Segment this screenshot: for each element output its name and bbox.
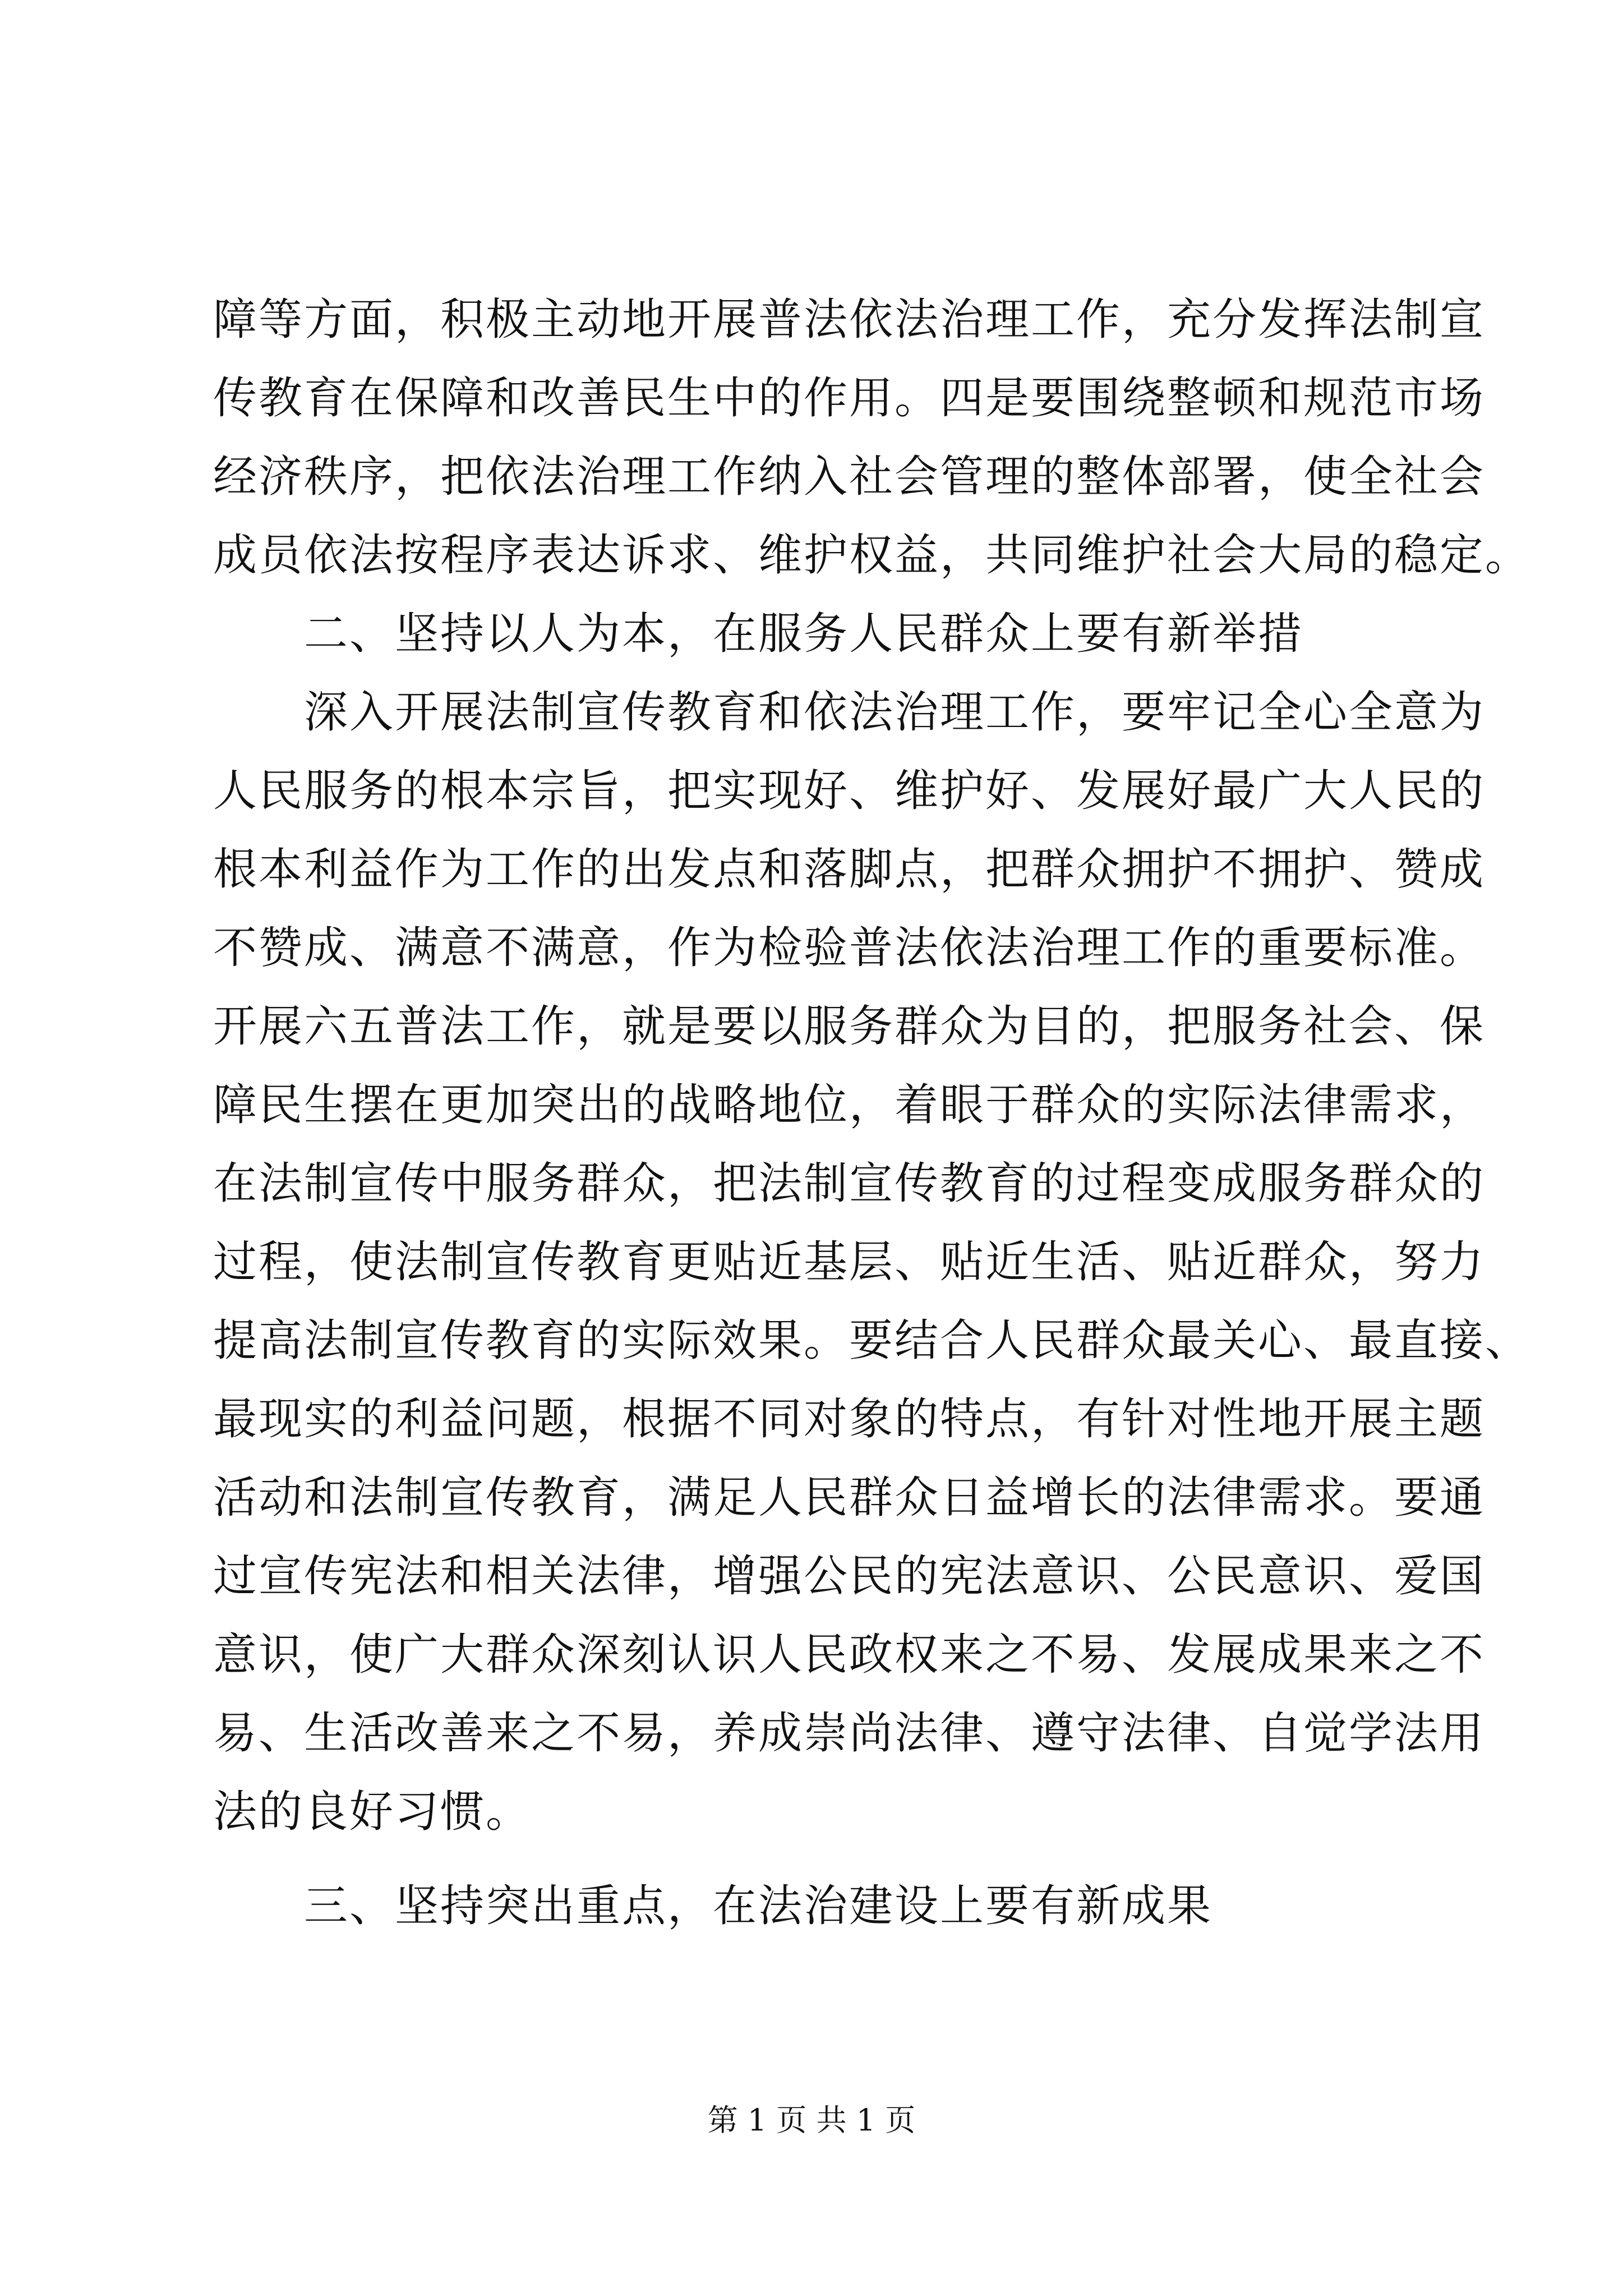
text-line: 法的良好习惯。 — [213, 1787, 532, 1837]
text-line: 提高法制宣传教育的实际效果。要结合人民群众最关心、最直接、 — [213, 1315, 1531, 1366]
text-line: 最现实的利益问题，根据不同对象的特点，有针对性地开展主题 — [213, 1394, 1486, 1444]
text-line: 障民生摆在更加突出的战略地位，着眼于群众的实际法律需求， — [213, 1080, 1486, 1130]
section-heading: 二、坚持以人为本，在服务人民群众上要有新举措 — [213, 609, 1304, 659]
text-line: 经济秩序，把依法治理工作纳入社会管理的整体部署，使全社会 — [213, 452, 1486, 502]
text-line: 易、生活改善来之不易，养成崇尚法律、遵守法律、自觉学法用 — [213, 1708, 1486, 1759]
text-line: 在法制宣传中服务群众，把法制宣传教育的过程变成服务群众的 — [213, 1158, 1486, 1209]
text-line: 传教育在保障和改善民生中的作用。四是要围绕整顿和规范市场 — [213, 373, 1486, 424]
document-body — [213, 280, 1531, 1945]
text-line: 障等方面，积极主动地开展普法依法治理工作，充分发挥法制宣 — [213, 295, 1486, 345]
section-heading: 三、坚持突出重点，在法治建设上要有新成果 — [213, 1881, 1213, 1931]
text-line: 开展六五普法工作，就是要以服务群众为目的，把服务社会、保 — [213, 1001, 1486, 1052]
text-line: 不赞成、满意不满意，作为检验普法依法治理工作的重要标准。 — [213, 923, 1486, 973]
text-line: 活动和法制宣传教育，满足人民群众日益增长的法律需求。要通 — [213, 1473, 1486, 1523]
text-line: 过宣传宪法和相关法律，增强公民的宪法意识、公民意识、爱国 — [213, 1551, 1486, 1602]
text-line: 根本利益作为工作的出发点和落脚点，把群众拥护不拥护、赞成 — [213, 844, 1486, 895]
text-line: 深入开展法制宣传教育和依法治理工作，要牢记全心全意为 — [213, 687, 1486, 738]
text-line: 成员依法按程序表达诉求、维护权益，共同维护社会大局的稳定。 — [213, 530, 1531, 581]
text-line: 人民服务的根本宗旨，把实现好、维护好、发展好最广大人民的 — [213, 766, 1486, 816]
page-number-footer: 第 1 页 共 1 页 — [707, 2102, 916, 2138]
text-line: 意识，使广大群众深刻认识人民政权来之不易、发展成果来之不 — [213, 1630, 1486, 1680]
text-line: 过程，使法制宣传教育更贴近基层、贴近生活、贴近群众，努力 — [213, 1237, 1486, 1287]
